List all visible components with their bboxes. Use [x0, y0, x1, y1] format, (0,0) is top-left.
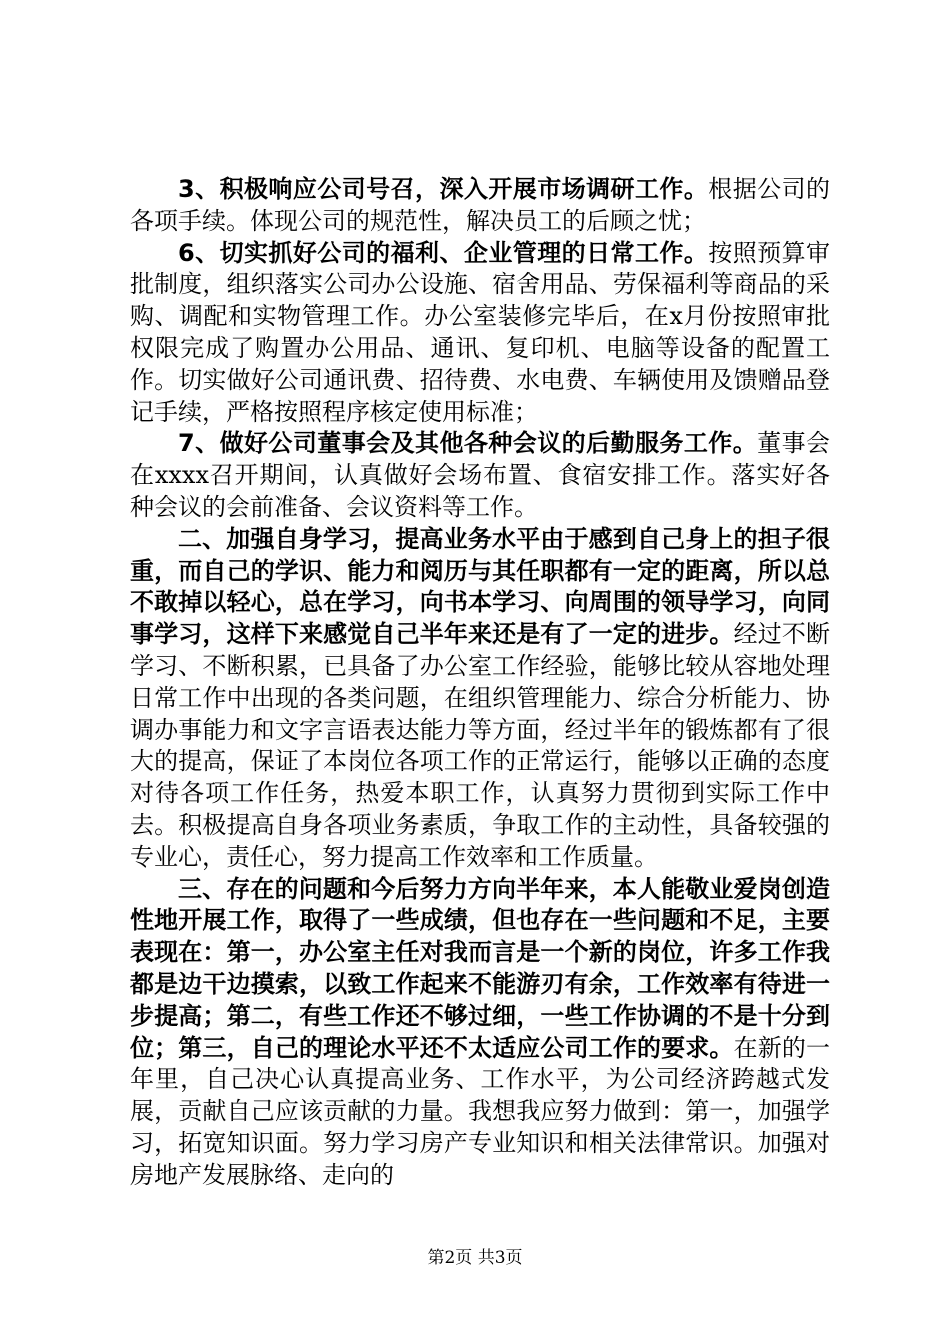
paragraph-heading: 三、存在的问题和今后努力方向半年来，本人能敬业爱岗创造性地开展工作，取得了一些成绩，但也存在一些问题和不足，主要表现在：第一，办公室主任对我而言是一个新的岗位，许多工作我都是边干边摸索，以致工作起来不能游刃有余，工作效率有待进一步提高；第二，有些工作还不够过细，一些工作协调的不是十分到位；第三，自己的理论水平还不太适应公司工作的要求。: [130, 874, 830, 1062]
document-body: [130, 174, 830, 1192]
paragraph-section-3: [130, 874, 830, 1192]
paragraph-text: 根据公司的各项手续。体现公司的规范性，解决员工的后顾之忧；: [130, 175, 831, 235]
paragraph-heading: 3、积极响应公司号召，深入开展市场调研工作。: [178, 175, 709, 203]
page-number-footer: 第2页 共3页: [427, 1248, 523, 1268]
paragraph-text: 董事会在xxxx召开期间，认真做好会场布置、食宿安排工作。落实好各种会议的会前准备、会议资料等工作。: [130, 429, 831, 521]
paragraph-heading: 6、切实抓好公司的福利、企业管理的日常工作。: [178, 238, 709, 267]
paragraph-text: 按照预算审批制度，组织落实公司办公设施、宿舍用品、劳保福利等商品的采购、调配和实物管理工作。办公室装修完毕后，在x月份按照审批权限完成了购置办公用品、通讯、复印机、电脑等设备的配置工作。切实做好公司通讯费、招待费、水电费、车辆使用及馈赠品登记手续，严格按照程序核定使用标准；: [130, 238, 831, 426]
paragraph-heading: 二、加强自身学习，提高业务水平由于感到自己身上的担子很重，而自己的学识、能力和阅历与其任职都有一定的距离，所以总不敢掉以轻心，总在学习，向书本学习、向周围的领导学习，向同事学习，这样下来感觉自己半年来还是有了一定的进步。: [130, 524, 830, 649]
paragraph-item-6: [130, 238, 830, 429]
paragraph-text: 经过不断学习、不断积累，已具备了办公室工作经验，能够比较从容地处理日常工作中出现的各类问题，在组织管理能力、综合分析能力、协调办事能力和文字言语表达能力等方面，经过半年的锻炼都有了很大的提高，保证了本岗位各项工作的正常运行，能够以正确的态度对待各项工作任务，热爱本职工作，认真努力贯彻到实际工作中去。积极提高自身各项业务素质，争取工作的主动性，具备较强的专业心，责任心，努力提高工作效率和工作质量。: [130, 620, 831, 871]
paragraph-text: 在新的一年里，自己决心认真提高业务、工作水平，为公司经济跨越式发展，贡献自己应该贡献的力量。我想我应努力做到：第一，加强学习，拓宽知识面。努力学习房产专业知识和相关法律常识。加强对房地产发展脉络、走向的: [130, 1033, 831, 1189]
paragraph-item-7: [130, 428, 830, 523]
paragraph-item-3: [130, 174, 830, 238]
paragraph-heading: 7、做好公司董事会及其他各种会议的后勤服务工作。: [178, 429, 758, 458]
paragraph-section-2: [130, 524, 830, 874]
